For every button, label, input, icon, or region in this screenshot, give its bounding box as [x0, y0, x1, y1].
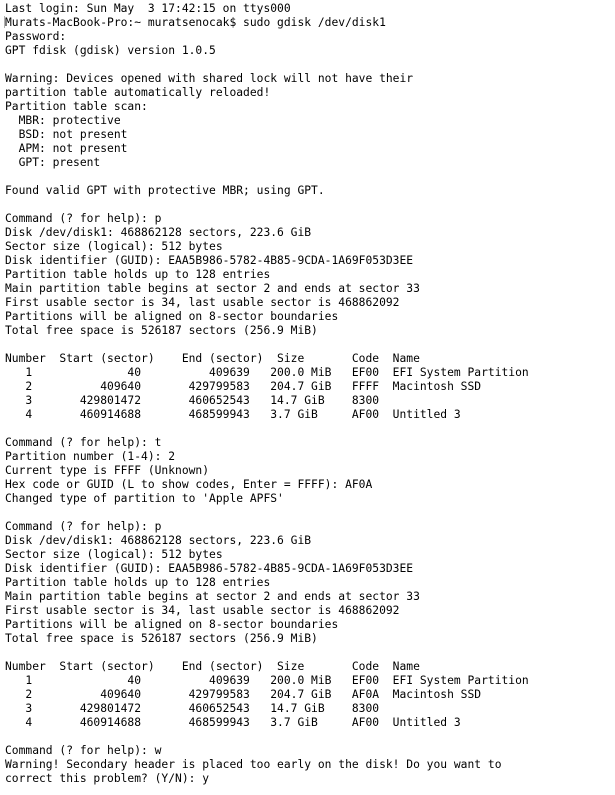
terminal-line [5, 338, 615, 352]
terminal-line: Total free space is 526187 sectors (256.9 MiB) [5, 632, 318, 645]
terminal-line: Partitions will be aligned on 8-sector boundaries [5, 310, 339, 323]
terminal-line: Disk identifier (GUID): EAA5B986-5782-4B85-9CDA-1A69F053D3EE [5, 254, 414, 267]
terminal-line: Disk /dev/disk1: 468862128 sectors, 223.6 GiB [5, 226, 312, 239]
terminal-line: Partition table holds up to 128 entries [5, 576, 271, 589]
terminal-line: Current type is FFFF (Unknown) [5, 464, 210, 477]
terminal-line: 1 40 409639 200.0 MiB EF00 EFI System Partition [5, 674, 529, 687]
terminal-line: partition table automatically reloaded! [5, 86, 271, 99]
terminal-line: Password: [5, 30, 67, 43]
terminal-line: First usable sector is 34, last usable sector is 468862092 [5, 604, 400, 617]
terminal-line: 3 429801472 460652543 14.7 GiB 8300 [5, 702, 380, 715]
terminal-line [5, 58, 615, 72]
terminal-line: Warning: Devices opened with shared lock will not have their [5, 72, 414, 85]
terminal-line: GPT: present [5, 156, 101, 169]
terminal-line: Number Start (sector) End (sector) Size Code Name [5, 352, 420, 365]
terminal-line: Command (? for help): p [5, 212, 162, 225]
terminal-line: GPT fdisk (gdisk) version 1.0.5 [5, 44, 216, 57]
terminal-line: Total free space is 526187 sectors (256.9 MiB) [5, 324, 318, 337]
terminal-line: Number Start (sector) End (sector) Size Code Name [5, 660, 420, 673]
terminal-line: 4 460914688 468599943 3.7 GiB AF00 Untitled 3 [5, 408, 461, 421]
terminal-line [5, 422, 615, 436]
terminal-line: Last login: Sun May 3 17:42:15 on ttys000 [5, 2, 291, 15]
terminal-line: correct this problem? (Y/N): y [5, 772, 210, 785]
terminal-line: 1 40 409639 200.0 MiB EF00 EFI System Partition [5, 366, 529, 379]
terminal-line: Disk identifier (GUID): EAA5B986-5782-4B85-9CDA-1A69F053D3EE [5, 562, 414, 575]
terminal-line: 3 429801472 460652543 14.7 GiB 8300 [5, 394, 380, 407]
terminal-line: MBR: protective [5, 114, 121, 127]
terminal-line: 2 409640 429799583 204.7 GiB AF0A Macintosh SSD [5, 688, 482, 701]
terminal-line: Warning! Secondary header is placed too early on the disk! Do you want to [5, 758, 502, 771]
terminal-line: Sector size (logical): 512 bytes [5, 548, 223, 561]
terminal-line: Sector size (logical): 512 bytes [5, 240, 223, 253]
terminal-line: Partition table holds up to 128 entries [5, 268, 271, 281]
terminal-line: Found valid GPT with protective MBR; using GPT. [5, 184, 325, 197]
terminal-line: BSD: not present [5, 128, 128, 141]
selection-marker [4, 16, 5, 28]
terminal-line: Partition table scan: [5, 100, 148, 113]
terminal-line: Partition number (1-4): 2 [5, 450, 176, 463]
terminal-line [5, 646, 615, 660]
terminal-line: Hex code or GUID (L to show codes, Enter = FFFF): AF0A [5, 478, 373, 491]
terminal-line: APM: not present [5, 142, 128, 155]
terminal-line [5, 506, 615, 520]
terminal-line: First usable sector is 34, last usable sector is 468862092 [5, 296, 400, 309]
terminal-line [5, 198, 615, 212]
terminal-line: Partitions will be aligned on 8-sector boundaries [5, 618, 339, 631]
terminal-line: Command (? for help): t [5, 436, 162, 449]
terminal-line: 4 460914688 468599943 3.7 GiB AF00 Untitled 3 [5, 716, 461, 729]
terminal-line: Main partition table begins at sector 2 and ends at sector 33 [5, 590, 420, 603]
terminal-line: Command (? for help): p [5, 520, 162, 533]
terminal-line [5, 730, 615, 744]
terminal-line: Changed type of partition to 'Apple APFS' [5, 492, 284, 505]
terminal-line: Murats-MacBook-Pro:~ muratsenocak$ sudo gdisk /dev/disk1 [5, 16, 386, 29]
terminal-line: Disk /dev/disk1: 468862128 sectors, 223.6 GiB [5, 534, 312, 547]
terminal-line: 2 409640 429799583 204.7 GiB FFFF Macintosh SSD [5, 380, 482, 393]
terminal-line: Main partition table begins at sector 2 and ends at sector 33 [5, 282, 420, 295]
terminal-line: Command (? for help): w [5, 744, 162, 757]
terminal-line [5, 170, 615, 184]
